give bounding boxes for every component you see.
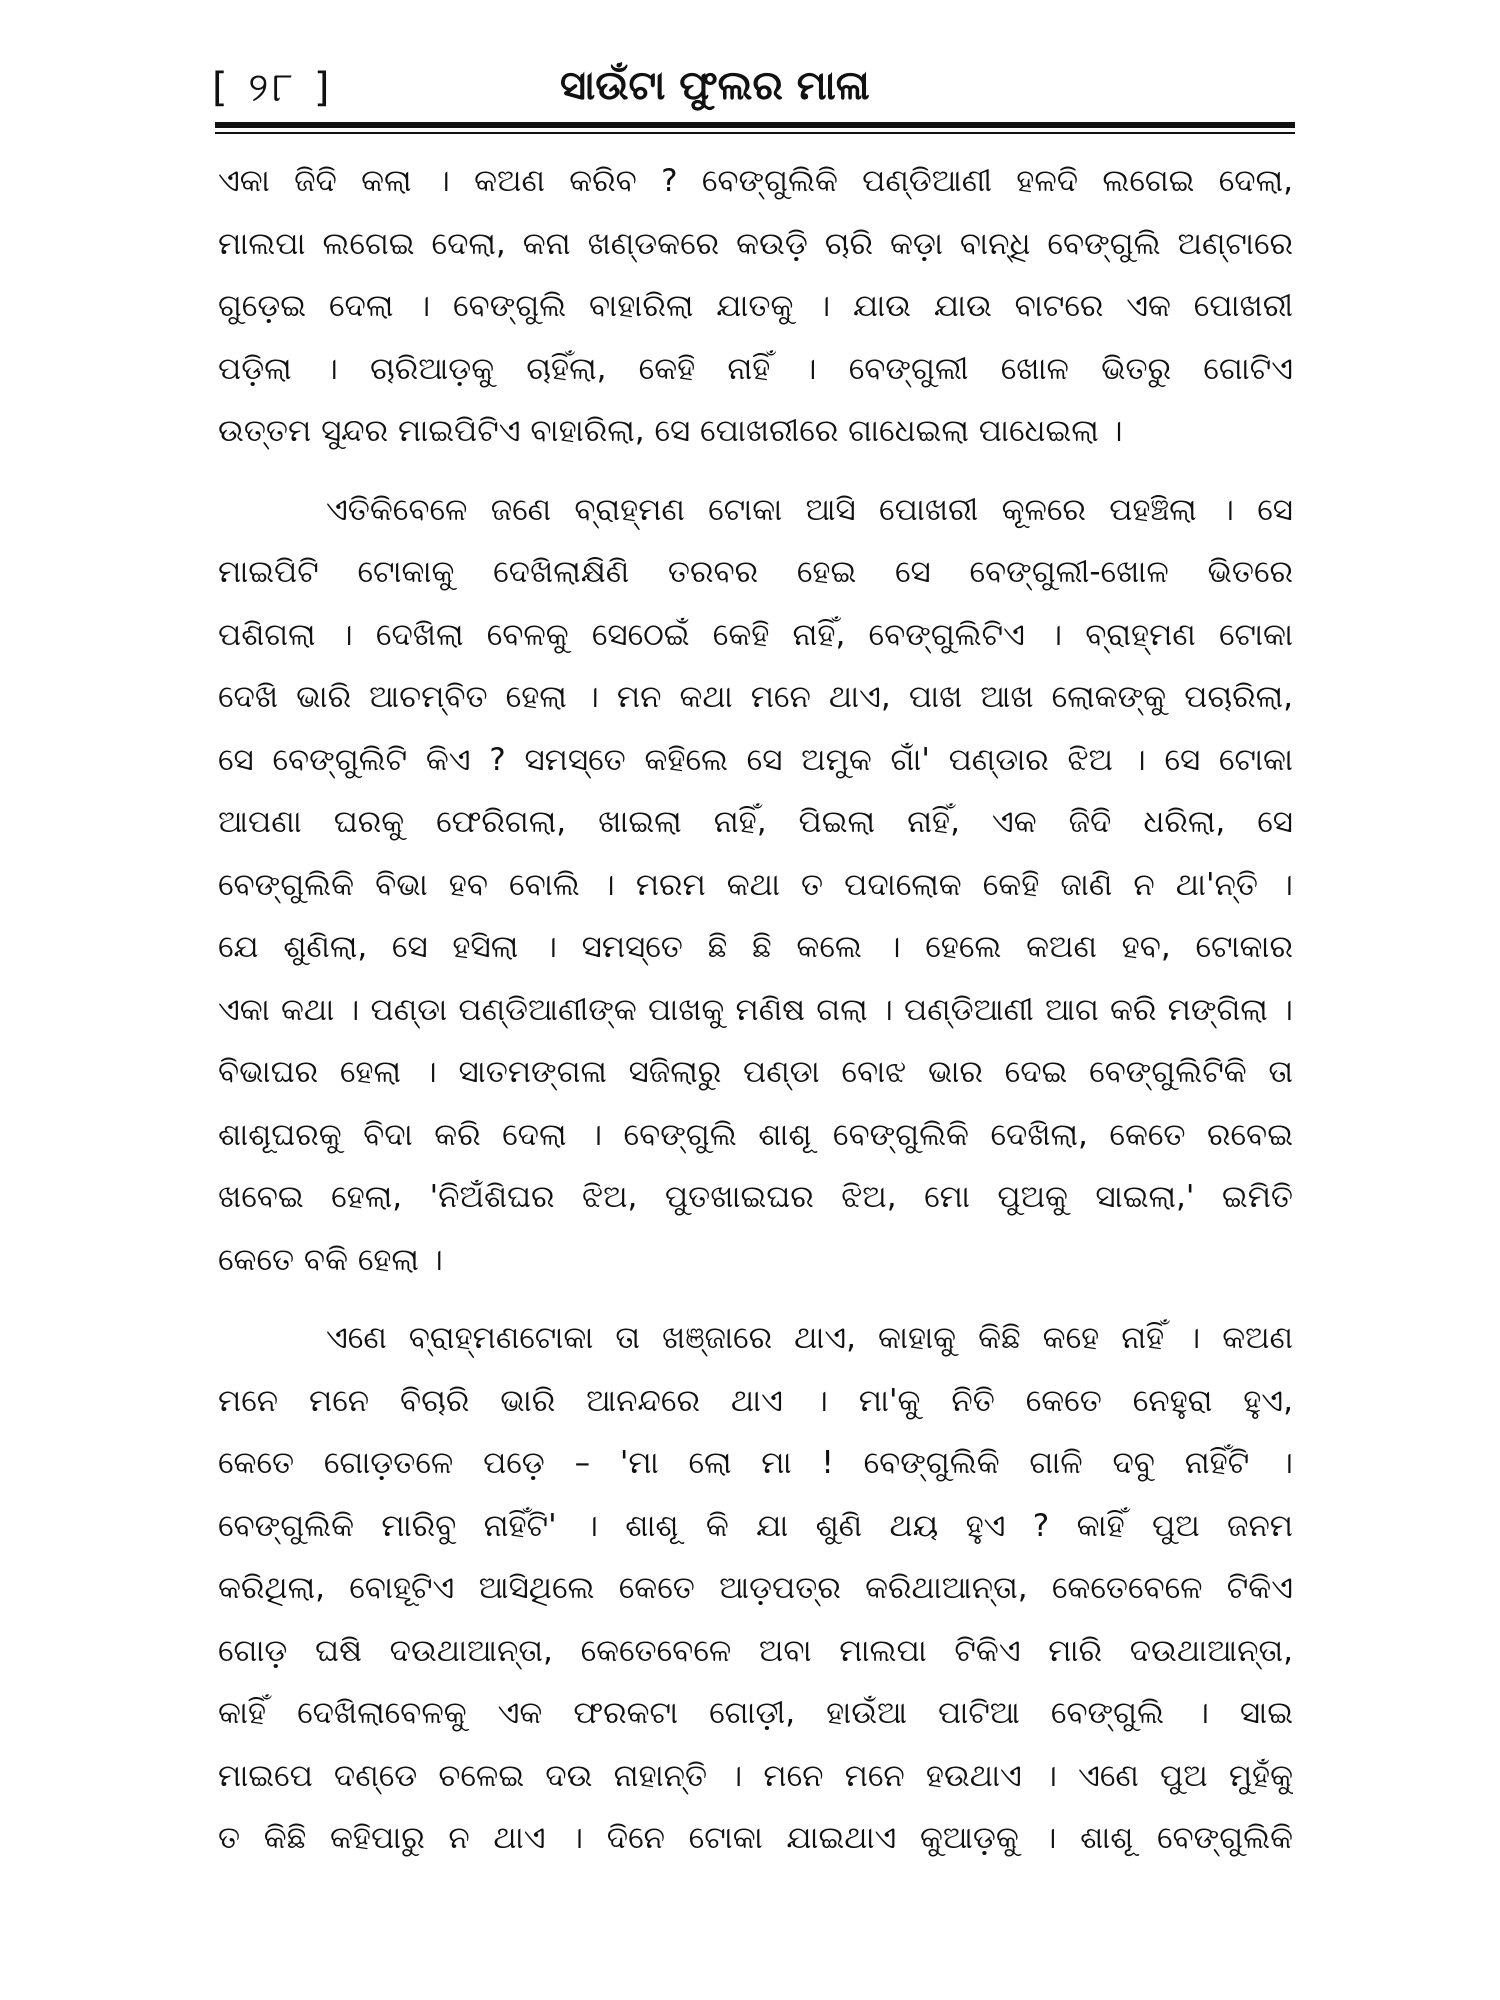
paragraph-1 [218, 150, 1293, 463]
text-line: ଏଣେ ବ୍ରାହ୍ମଣଟୋକା ତା ଖଞ୍ଜାରେ ଥାଏ, କାହାକୁ କିଛି କହେ ନାହିଁ । କଅଣ [326, 1320, 1293, 1356]
header-rule-thick [215, 122, 1295, 128]
text-line: ସେ ବେଙ୍ଗୁଲିଟି କିଏ ? ସମସ୍ତେ କହିଲେ ସେ ଅମୁକ ଗାଁ' ପଣ୍ଡାର ଝିଅ । ସେ ଟୋକା [218, 741, 1293, 778]
text-line: ପଡ଼ିଲା । ଚାରିଆଡ଼କୁ ଚାହିଁଲା, କେହି ନାହିଁ । ବେଙ୍ଗୁଲୀ ଖୋଳ ଭିତରୁ ଗୋଟିଏ [218, 350, 1293, 387]
text-line: ଆପଣା ଘରକୁ ଫେରିଗଲା, ଖାଇଲା ନାହିଁ, ପିଇଲା ନାହିଁ, ଏକ ଜିଦି ଧରିଲା, ସେ [218, 804, 1293, 840]
text-line: ଶାଶୂଘରକୁ ବିଦା କରି ଦେଲା । ବେଙ୍ଗୁଲି ଶାଶୂ ବେଙ୍ଗୁଲିକି ଦେଖିଲା, କେତେ ରବେଇ [218, 1116, 1293, 1153]
text-line: ମନେ ମନେ ବିଚାରି ଭାରି ଆନନ୍ଦରେ ଥାଏ । ମା'କୁ ନିତି କେତେ ନେହୁରା ହୁଏ, [218, 1382, 1293, 1419]
paragraph-2 [218, 479, 1293, 1292]
text-line: ଏକା ଜିଦି କଲା । କଅଣ କରିବ ? ବେଙ୍ଗୁଲିକି ପଣ୍ଡିଆଣୀ ହଳଦି ଲଗେଇ ଦେଲା, [218, 163, 1293, 199]
page-number: [ ୨୮ ] [212, 65, 334, 111]
text-line: ବେଙ୍ଗୁଲିକି ବିଭା ହବ ବୋଲି । ମରମ କଥା ତ ପଦାଲୋକ କେହି ଜାଣି ନ ଥା'ନ୍ତି । [218, 866, 1293, 903]
text-line: ମାଲପା ଲଗେଇ ଦେଲା, କନା ଖଣ୍ଡକରେ କଉଡ଼ି ଚାରି କଡ଼ା ବାନ୍ଧି ବେଙ୍ଗୁଲି ଅଣ୍ଟାରେ [218, 225, 1293, 262]
text-line: ଗୋଡ଼ ଘଷି ଦଉଥାଆନ୍ତା, କେତେବେଳେ ଅବା ମାଲପା ଟିକିଏ ମାରି ଦଉଥାଆନ୍ତା, [218, 1632, 1293, 1669]
text-line: ଏକା କଥା । ପଣ୍ଡା ପଣ୍ଡିଆଣୀଙ୍କ ପାଖକୁ ମଣିଷ ଗଲା । ପଣ୍ଡିଆଣୀ ଆଗ କରି ମଙ୍ଗିଲା । [218, 991, 1293, 1028]
text-line: ତ କିଛି କହିପାରୁ ନ ଥାଏ । ଦିନେ ଟୋକା ଯାଇଥାଏ କୁଆଡ଼କୁ । ଶାଶୂ ବେଙ୍ଗୁଲିକି [218, 1820, 1293, 1856]
text-line: କେତେ ଗୋଡ଼ତଳେ ପଡ଼େ – 'ମା ଲୋ ମା ! ବେଙ୍ଗୁଲିକି ଗାଳି ଦବୁ ନାହିଁଟି । [218, 1445, 1293, 1481]
text-line: କାହିଁ ଦେଖିଲାବେଳକୁ ଏକ ଫରକଟା ଗୋଡ଼ୀ, ହାଉଁଆ ପାଟିଆ ବେଙ୍ଗୁଲି । ସାଇ [218, 1695, 1293, 1731]
text-line: ମାଇପିଟି ଟୋକାକୁ ଦେଖିଲାକ୍ଷିଣି ତରବର ହେଇ ସେ ବେଙ୍ଗୁଲୀ-ଖୋଳ ଭିତରେ [218, 554, 1293, 590]
paragraph-3 [218, 1307, 1293, 1870]
text-line: ଗୁଡ଼େଇ ଦେଲା । ବେଙ୍ଗୁଲି ବାହାରିଲା ଯାତକୁ । ଯାଉ ଯାଉ ବାଟରେ ଏକ ପୋଖରୀ [218, 288, 1293, 324]
header-rule-thin [215, 132, 1295, 134]
body-text [218, 150, 1293, 1870]
text-line: ଖବେଇ ହେଲା, 'ନିଅଁଶିଘର ଝିଅ, ପୁତଖାଇଘର ଝିଅ, ମୋ ପୁଅକୁ ସାଇଲା,' ଇମିତି [218, 1179, 1293, 1215]
text-line: ଉତ୍ତମ ସୁନ୍ଦର ମାଇପିଟିଏ ବାହାରିଲା, ସେ ପୋଖରୀରେ ଗାଧେଇଲା ପାଧେଇଲା । [218, 413, 1123, 449]
text-line: ମାଇପେ ଦଣ୍ଡେ ଚଳେଇ ଦଉ ନାହାନ୍ତି । ମନେ ମନେ ହଉଥାଏ । ଏଣେ ପୁଅ ମୁହଁକୁ [218, 1757, 1293, 1794]
paragraph-gap [218, 1291, 1293, 1307]
text-line: ଦେଖି ଭାରି ଆଚମ୍ବିତ ହେଲା । ମନ କଥା ମନେ ଥାଏ, ପାଖ ଆଖ ଲୋକଙ୍କୁ ପଚାରିଲା, [218, 679, 1293, 715]
text-line: ଯେ ଶୁଣିଲା, ସେ ହସିଲା । ସମସ୍ତେ ଛି ଛି କଲେ । ହେଲେ କଅଣ ହବ, ଟୋକାର [218, 929, 1293, 965]
text-line: ବେଙ୍ଗୁଲିକି ମାରିବୁ ନାହିଁଟି' । ଶାଶୂ କି ଯା ଶୁଣି ଥୟ ହୁଏ ? କାହିଁ ପୁଅ ଜନମ [218, 1507, 1293, 1544]
text-line: କରିଥିଲା, ବୋହୂଟିଏ ଆସିଥିଲେ କେତେ ଆଡ଼ପତ୍ର କରିଥାଆନ୍ତା, କେତେବେଳେ ଟିକିଏ [218, 1570, 1293, 1606]
paragraph-gap [218, 463, 1293, 479]
text-line: ଏତିକିବେଳେ ଜଣେ ବ୍ରାହ୍ମଣ ଟୋକା ଆସି ପୋଖରୀ କୂଳରେ ପହଞ୍ଚିଲା । ସେ [326, 491, 1293, 528]
text-line: ବିଭାଘର ହେଲା । ସାତମଙ୍ଗଳା ସଜିଲାରୁ ପଣ୍ଡା ବୋଝ ଭାର ଦେଇ ବେଙ୍ଗୁଲିଟିକି ତା [218, 1054, 1293, 1090]
text-line: ପଶିଗଲା । ଦେଖିଲା ବେଳକୁ ସେଠେଇଁ କେହି ନାହିଁ, ବେଙ୍ଗୁଲିଟିଏ । ବ୍ରାହ୍ମଣ ଟୋକା [218, 616, 1293, 653]
running-title: ସାଉଁଟା ଫୁଲର ମାଳା [560, 63, 870, 109]
text-line: କେତେ ବକି ହେଲା । [218, 1241, 443, 1278]
